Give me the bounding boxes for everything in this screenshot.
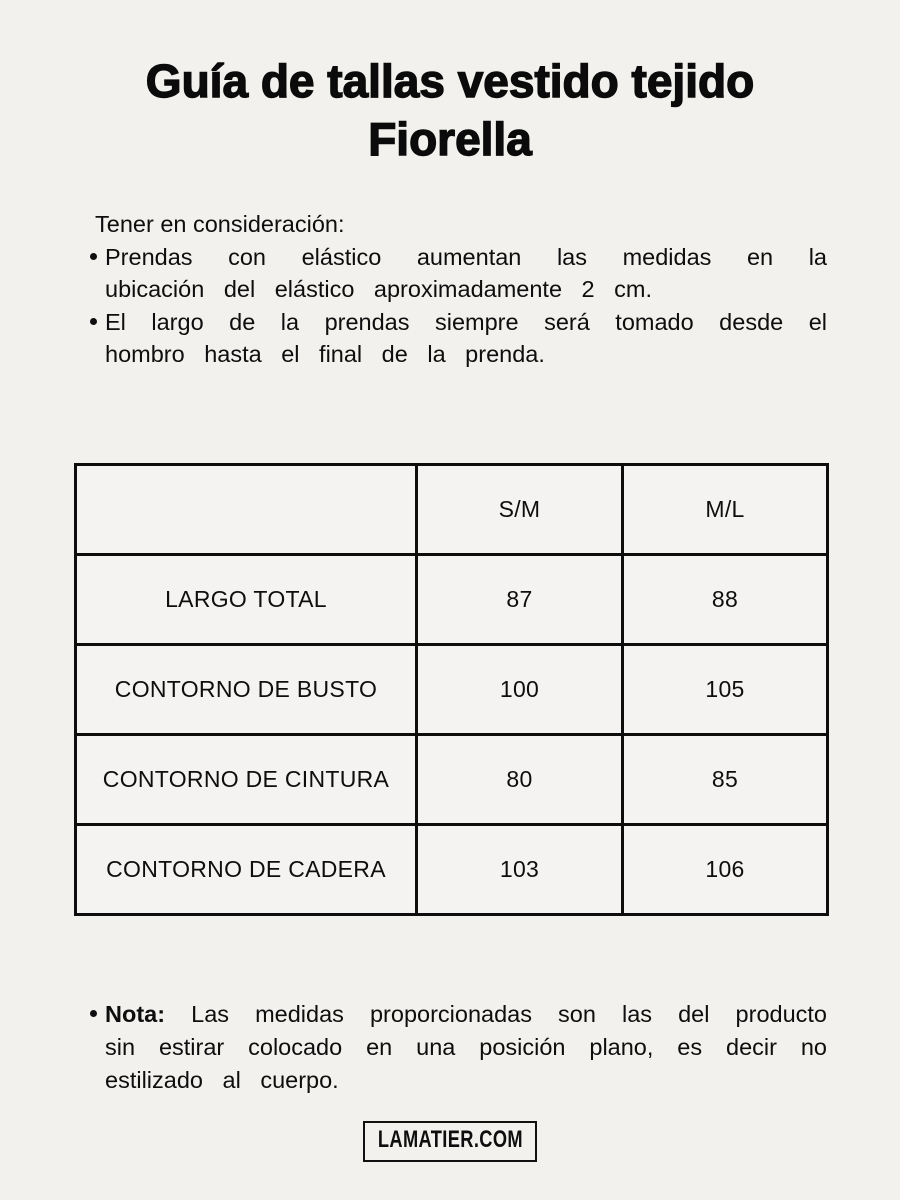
row-value-ml: 106 [623, 824, 828, 914]
row-value-sm: 100 [417, 644, 623, 734]
brand-text: LAMATIER.COM [377, 1125, 523, 1153]
row-value-ml: 85 [623, 734, 828, 824]
considerations-heading: Tener en consideración: [95, 211, 345, 237]
table-header-row [76, 464, 828, 554]
considerations-section [89, 208, 827, 371]
row-value-sm: 103 [417, 824, 623, 914]
table-row-largo-total [76, 554, 828, 644]
consideration-text: El largo de la prendas siempre será tomado desde el hombro hasta el final de la prenda. [105, 308, 827, 367]
footer [0, 1121, 900, 1162]
table-row-contorno-cadera [76, 824, 828, 914]
row-label: LARGO TOTAL [76, 554, 417, 644]
note [89, 998, 827, 1097]
table-row-contorno-cintura [76, 734, 828, 824]
consideration-item [89, 306, 827, 371]
header-cell-ml: M/L [623, 464, 828, 554]
bullet-icon [90, 253, 97, 260]
row-value-sm: 87 [417, 554, 623, 644]
row-label: CONTORNO DE CADERA [76, 824, 417, 914]
row-value-sm: 80 [417, 734, 623, 824]
note-label: Nota: [105, 1000, 166, 1027]
note-section [89, 998, 827, 1097]
note-text: Las medidas proporcionadas son las del producto sin estirar colocado en una posición plano, es decir no estilizado al cuerpo. [105, 1000, 827, 1093]
consideration-text: Prendas con elástico aumentan las medidas en la ubicación del elástico aproximadamente 2 cm. [105, 243, 827, 302]
header-cell-sm: S/M [417, 464, 623, 554]
title-line-2: Fiorella [368, 113, 532, 165]
row-label: CONTORNO DE CINTURA [76, 734, 417, 824]
row-value-ml: 105 [623, 644, 828, 734]
table-row-contorno-busto [76, 644, 828, 734]
consideration-item [89, 241, 827, 306]
header-cell-empty [76, 464, 417, 554]
brand-badge [363, 1121, 538, 1162]
bullet-icon [90, 1010, 97, 1017]
row-label: CONTORNO DE BUSTO [76, 644, 417, 734]
row-value-ml: 88 [623, 554, 828, 644]
bullet-icon [90, 318, 97, 325]
page-title [40, 0, 860, 168]
size-table [74, 463, 829, 916]
considerations-list [89, 241, 827, 371]
title-line-1: Guía de tallas vestido tejido [145, 55, 755, 107]
